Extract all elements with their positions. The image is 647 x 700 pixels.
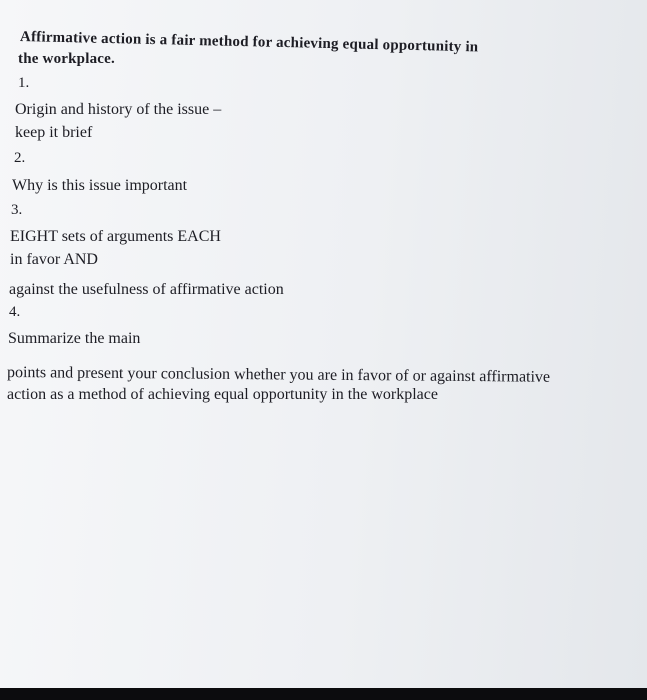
item-3-text-line-1: EIGHT sets of arguments EACH bbox=[10, 228, 221, 245]
item-3-number: 3. bbox=[11, 202, 23, 218]
item-4-text-line-1: Summarize the main bbox=[8, 330, 141, 347]
item-1-text-line-2: keep it brief bbox=[15, 124, 93, 141]
item-1-number: 1. bbox=[18, 75, 30, 91]
item-4-text-line-3: action as a method of achieving equal opportunity in the workplace bbox=[7, 386, 438, 403]
item-4-text-line-2: points and present your conclusion whether you are in favor of or against affirmative bbox=[6, 364, 551, 386]
item-1-text-line-1: Origin and history of the issue – bbox=[15, 101, 222, 118]
monitor-bezel bbox=[0, 688, 647, 700]
assignment-title-line-1: Affirmative action is a fair method for achieving equal opportunity in bbox=[19, 29, 479, 56]
item-4-number: 4. bbox=[9, 304, 21, 320]
item-3-text-line-3: against the usefulness of affirmative action bbox=[9, 281, 284, 298]
item-2-number: 2. bbox=[14, 150, 26, 166]
item-2-text-line-1: Why is this issue important bbox=[12, 177, 188, 194]
item-3-text-line-2: in favor AND bbox=[10, 251, 98, 268]
assignment-title-line-2: the workplace. bbox=[18, 51, 115, 67]
